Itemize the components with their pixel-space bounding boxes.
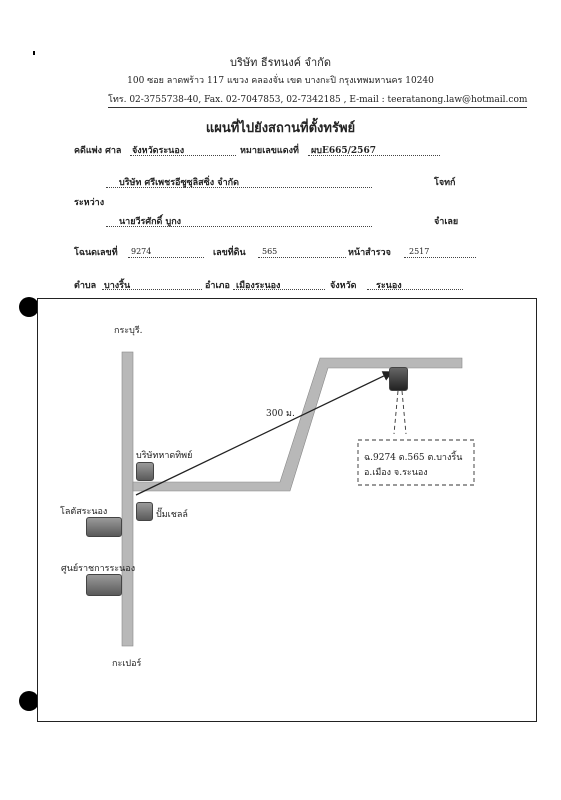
- property-connector-2: [402, 391, 406, 434]
- survey-label: หน้าสำรวจ: [348, 248, 391, 258]
- defendant-value: นายวีรศักดิ์ บูกง: [119, 217, 182, 227]
- company-contact: โทร. 02-3755738-40, Fax. 02-7047853, 02-7342185 , E-mail : teeratanong.law@hotmail.com: [108, 92, 527, 108]
- plaintiff-value: บริษัท ศรีเพชรอีซูซุลิสซิ่ง จำกัด: [119, 178, 239, 188]
- lotus-label: โลตัสระนอง: [60, 507, 108, 517]
- case-number-label: หมายเลขแดงที่: [240, 146, 299, 156]
- survey-dotted-line: [404, 257, 476, 258]
- north-label: กระบุรี.: [114, 326, 143, 336]
- district-value: เมืองระนอง: [236, 281, 281, 291]
- property-connector: [394, 391, 398, 434]
- distance-label: 300 ม.: [266, 409, 295, 419]
- dept-store-building: [136, 462, 154, 481]
- district-dotted-line: [233, 289, 325, 290]
- gas-station-label: ปั๊มเชลล์: [156, 510, 188, 520]
- plaintiff-dotted-line: [106, 187, 372, 188]
- court-label: คดีแพ่ง ศาล: [74, 146, 122, 156]
- province-label: จังหวัด: [330, 281, 357, 291]
- binder-hole-top: [19, 297, 39, 317]
- south-label: กะเปอร์: [112, 659, 142, 669]
- land-number-dotted-line: [258, 257, 346, 258]
- deed-value: 9274: [131, 247, 152, 256]
- defendant-label: จำเลย: [434, 217, 459, 227]
- deed-label: โฉนดเลขที่: [74, 248, 118, 258]
- plaintiff-label: โจทก์: [434, 178, 456, 188]
- binder-hole-bottom: [19, 691, 39, 711]
- page-title: แผนที่ไปยังสถานที่ตั้งทรัพย์: [205, 121, 356, 136]
- deed-dotted-line: [128, 257, 204, 258]
- court-dotted-line: [130, 155, 236, 156]
- gov-center-label: ศูนย์ราชการระนอง: [61, 564, 136, 574]
- gas-station-building: [136, 502, 153, 521]
- property-label-line1: ฉ.9274 ด.565 ต.บางริ้น: [364, 453, 463, 463]
- direction-arrow: [136, 372, 392, 495]
- dept-store-label: บริษัทหาดทิพย์: [136, 451, 193, 461]
- property-label-line2: อ.เมือง จ.ระนอง: [364, 468, 428, 478]
- land-number-label: เลขที่ดิน: [213, 248, 246, 258]
- property-marker: [389, 367, 408, 391]
- subdistrict-label: ตำบล: [74, 281, 97, 291]
- location-map: [37, 298, 537, 722]
- district-label: อำเภอ: [205, 281, 230, 291]
- subdistrict-value: บางริ้น: [104, 281, 131, 291]
- between-label: ระหว่าง: [74, 198, 105, 208]
- survey-value: 2517: [409, 247, 430, 256]
- company-address: 100 ซอย ลาดพร้าว 117 แขวง คลองจั่น เขต บางกะปิ กรุงเทพมหานคร 10240: [127, 76, 434, 86]
- province-value: ระนอง: [376, 281, 402, 291]
- subdistrict-dotted-line: [102, 289, 202, 290]
- gov-center-building: [86, 574, 122, 596]
- case-number-value: ผบE665/2567: [311, 146, 376, 156]
- case-number-dotted-line: [308, 155, 440, 156]
- company-name: บริษัท ธีรทนงค์ จำกัด: [230, 56, 331, 69]
- defendant-dotted-line: [106, 226, 372, 227]
- land-number-value: 565: [262, 247, 278, 256]
- lotus-building: [86, 517, 122, 537]
- court-value: จังหวัดระนอง: [132, 146, 185, 156]
- province-dotted-line: [367, 289, 463, 290]
- main-road: [122, 352, 133, 646]
